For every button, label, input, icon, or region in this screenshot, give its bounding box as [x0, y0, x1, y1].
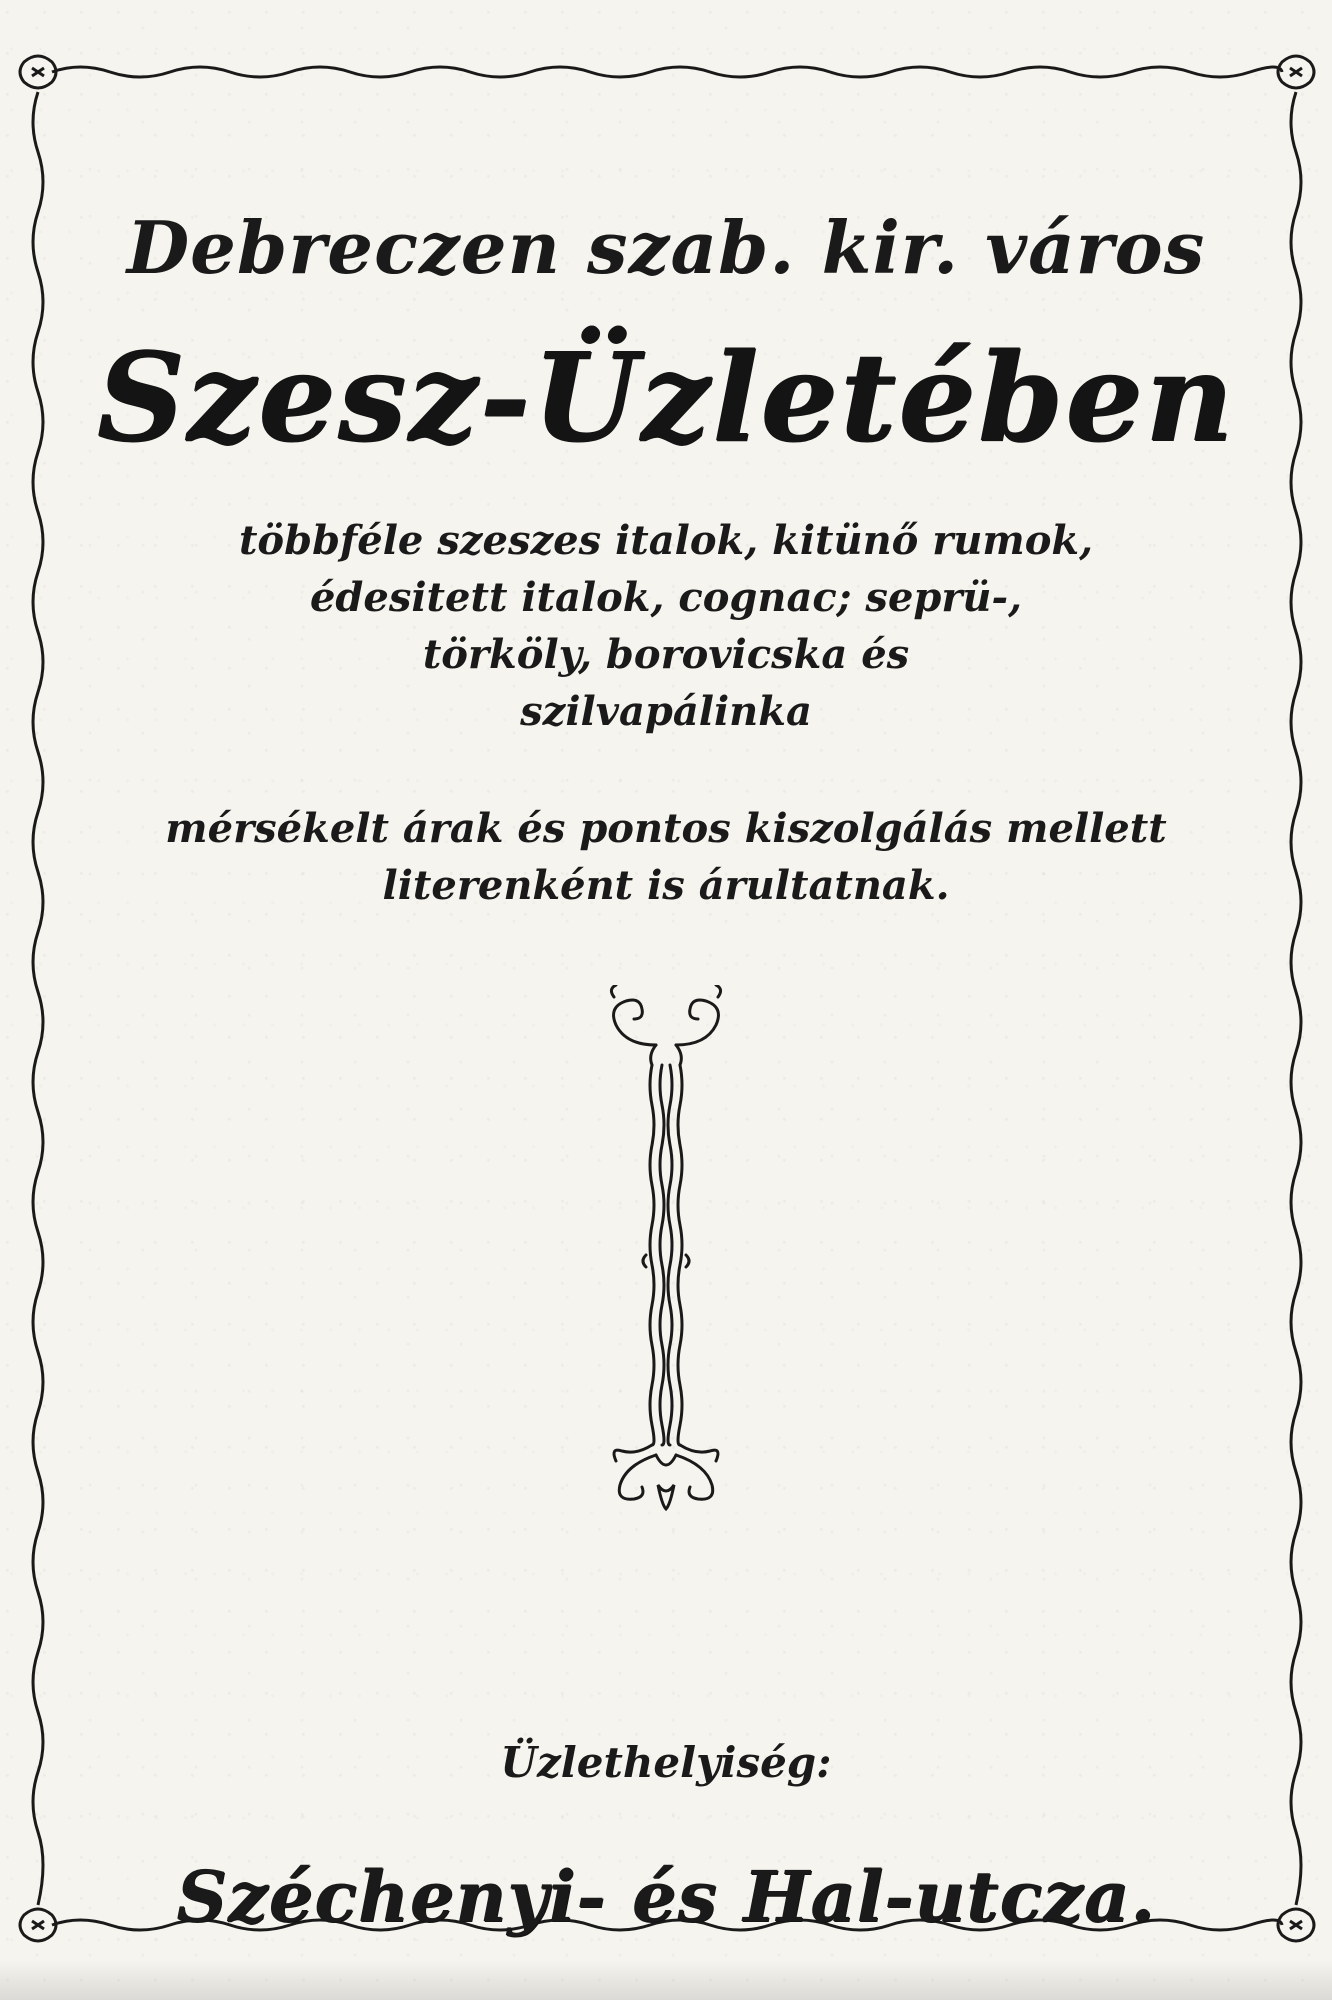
service-description	[0, 800, 1332, 914]
service-line: mérsékelt árak és pontos kiszolgálás mellett	[165, 805, 1167, 852]
ornament-divider-icon	[586, 985, 746, 1515]
heading-shop-name: Szesz-Üzletében	[96, 325, 1236, 469]
service-line: literenként is árultatnak.	[382, 862, 950, 909]
product-line: szilvapálinka	[520, 688, 812, 735]
product-line: többféle szeszes italok, kitünő rumok,	[238, 517, 1094, 564]
product-description	[0, 512, 1332, 740]
heading-city-name: Debreczen szab. kir. város	[126, 205, 1206, 290]
shop-address: Széchenyi- és Hal-utcza.	[176, 1855, 1156, 1938]
product-line: törköly, borovicska és	[422, 631, 910, 678]
location-label: Üzlethelyiség:	[500, 1738, 832, 1787]
product-line: édesitett italok, cognac; seprü-,	[309, 574, 1023, 621]
border-top-line	[52, 67, 1282, 77]
